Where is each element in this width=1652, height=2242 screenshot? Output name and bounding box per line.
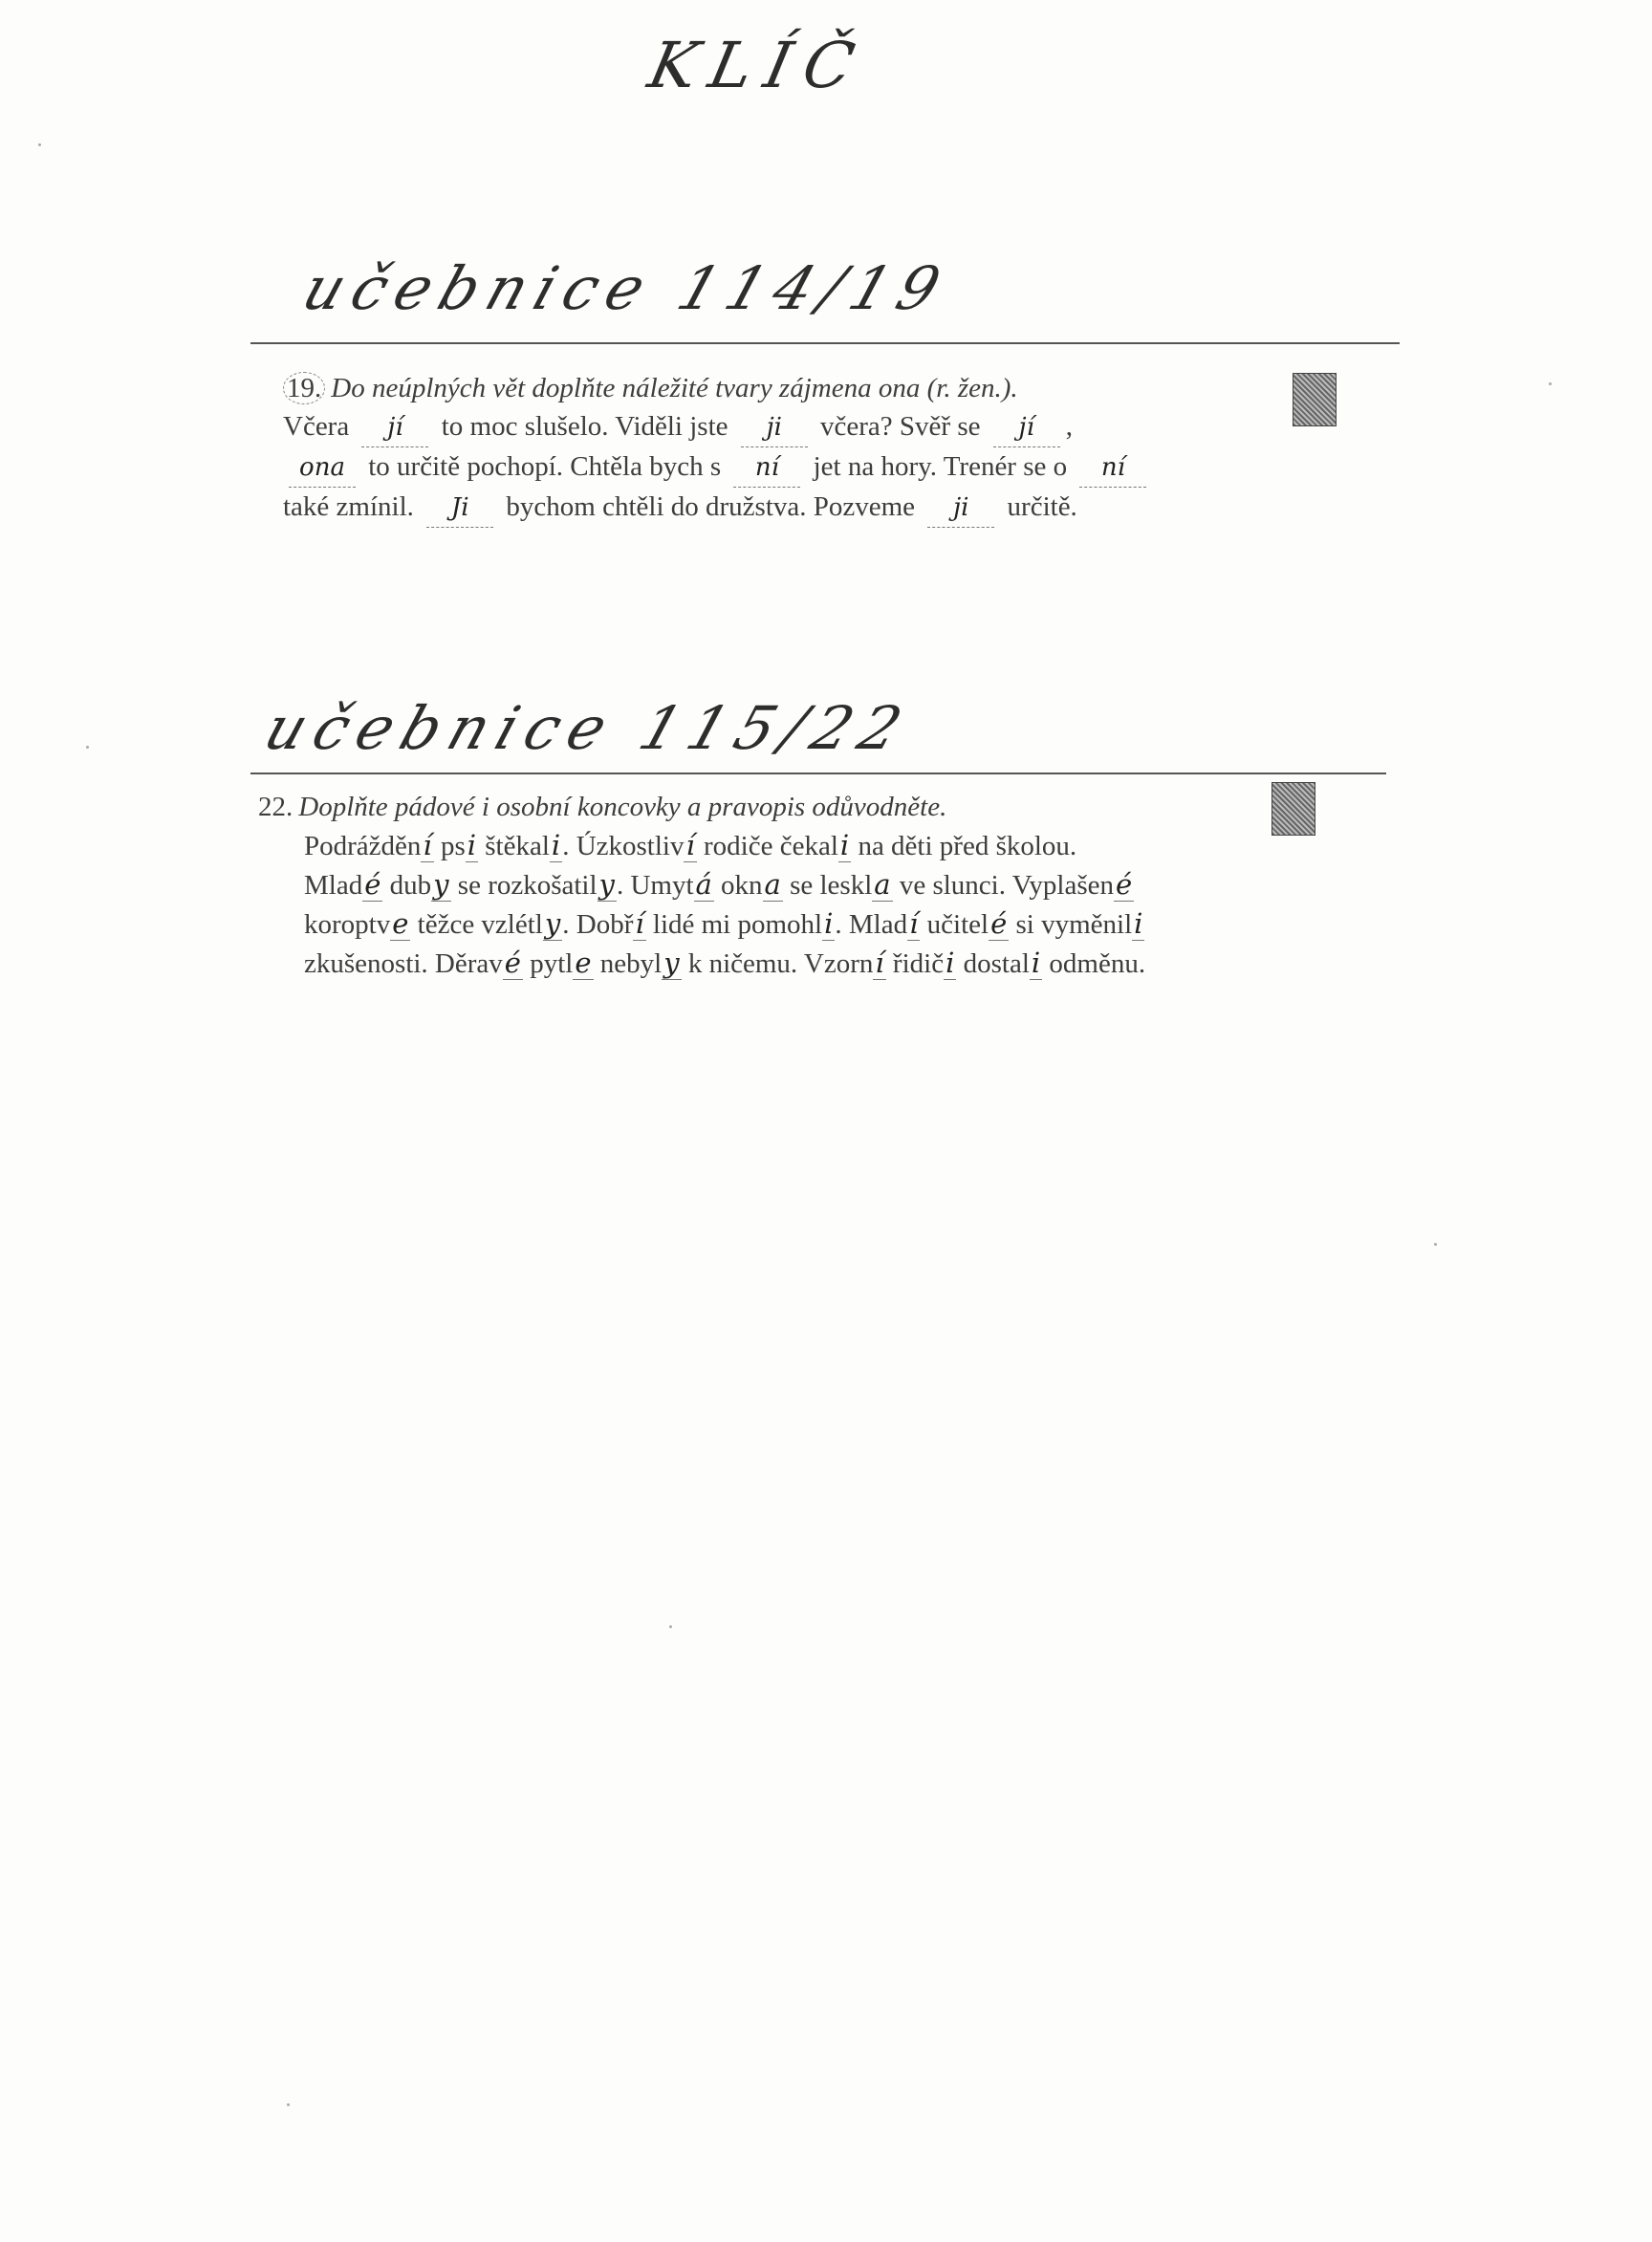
scan-speck: [1549, 382, 1552, 385]
sentence-line: [283, 407, 1363, 447]
handwritten-ending: í: [909, 907, 919, 940]
printed-text: nebyl: [593, 948, 663, 979]
sentence-line: [304, 944, 1367, 983]
handwritten-ending: i: [946, 947, 955, 979]
printed-text: na děti před školou.: [851, 831, 1077, 861]
handwritten-ending: y: [433, 868, 449, 901]
divider-line: [250, 342, 1400, 344]
printed-text: k ničemu. Vzorn: [681, 948, 874, 979]
handwritten-ending: á: [695, 868, 712, 901]
printed-text: Mlad: [304, 870, 363, 901]
printed-text: ve slunci. Vyplašen: [892, 870, 1115, 901]
divider-line: [250, 773, 1386, 774]
printed-text: ps: [433, 831, 466, 861]
printed-text: také zmínil.: [283, 491, 422, 522]
handwritten-ending: í: [685, 829, 695, 861]
handwritten-ending: e: [575, 947, 592, 979]
handwritten-title: KLÍČ: [641, 29, 874, 102]
printed-text: . Umyt: [616, 870, 694, 901]
handwritten-ending: i: [551, 829, 561, 861]
scan-speck: [287, 2103, 290, 2106]
handwritten-ending: é: [364, 868, 381, 901]
handwritten-ending: y: [663, 947, 680, 979]
printed-text: . Úzkostliv: [562, 831, 685, 861]
sentence-line: [283, 447, 1363, 488]
handwritten-answer: ní: [1079, 448, 1146, 488]
instruction-text: Doplňte pádové i osobní koncovky a pravopis odůvodněte.: [298, 792, 947, 822]
handwritten-ending: i: [1031, 947, 1041, 979]
exercise-22-sentences: [258, 826, 1367, 983]
printed-text: zkušenosti. Děrav: [304, 948, 503, 979]
printed-text: rodiče čekal: [696, 831, 838, 861]
printed-text: si vyměnil: [1009, 909, 1133, 940]
printed-text: to moc slušelo. Viděli jste: [434, 411, 735, 442]
sentence-line: [304, 865, 1367, 904]
printed-text: ,: [1065, 411, 1073, 442]
printed-text: bychom chtěli do družstva. Pozveme: [499, 491, 923, 522]
handwritten-ending: i: [839, 829, 850, 861]
printed-text: štěkal: [478, 831, 550, 861]
sentence-line: [304, 904, 1367, 944]
printed-text: Podrážděn: [304, 831, 422, 861]
handwritten-ending: y: [598, 868, 615, 901]
handwritten-answer: ní: [733, 448, 800, 488]
exercise-22-instruction: [258, 788, 1367, 826]
printed-text: . Dobř: [562, 909, 634, 940]
printed-text: dub: [382, 870, 432, 901]
handwritten-answer: ji: [741, 408, 808, 447]
printed-text: Včera: [283, 411, 357, 442]
handwritten-ending: í: [875, 947, 884, 979]
printed-text: . Mlad: [835, 909, 908, 940]
exercise-number: 22.: [258, 792, 293, 822]
exercise-19-instruction: [283, 369, 1363, 407]
sentence-line: [283, 488, 1363, 528]
printed-text: učitel: [920, 909, 989, 940]
stamp-icon: [1272, 782, 1315, 836]
scan-speck: [86, 746, 89, 749]
scan-speck: [38, 143, 41, 146]
instruction-text: Do neúplných vět doplňte náležité tvary zájmena ona (r. žen.).: [331, 373, 1018, 403]
exercise-22: [258, 788, 1367, 983]
printed-text: určitě.: [1000, 491, 1077, 522]
sentence-line: [304, 826, 1367, 865]
section1-handwritten-heading: učebnice 114/19: [294, 253, 958, 323]
exercise-19: [283, 369, 1363, 528]
scan-speck: [1434, 1243, 1437, 1246]
handwritten-ending: i: [1134, 907, 1143, 940]
section2-handwritten-heading: učebnice 115/22: [256, 693, 920, 763]
handwritten-ending: i: [824, 907, 834, 940]
handwritten-ending: é: [504, 947, 521, 979]
printed-text: lidé mi pomohl: [645, 909, 823, 940]
handwritten-ending: y: [544, 907, 561, 940]
handwritten-answer: Ji: [426, 489, 493, 528]
handwritten-answer: jí: [993, 408, 1060, 447]
printed-text: těžce vzlétl: [410, 909, 543, 940]
printed-text: odměnu.: [1042, 948, 1146, 979]
handwritten-answer: jí: [361, 408, 428, 447]
stamp-icon: [1293, 373, 1337, 426]
printed-text: se rozkošatil: [450, 870, 598, 901]
printed-text: pytl: [522, 948, 574, 979]
handwritten-answer: ona: [289, 448, 356, 488]
printed-text: se leskl: [782, 870, 873, 901]
handwritten-answer: ji: [927, 489, 994, 528]
printed-text: řidič: [885, 948, 945, 979]
printed-text: koroptv: [304, 909, 391, 940]
handwritten-ending: a: [764, 868, 781, 901]
exercise-19-sentences: [283, 407, 1363, 528]
handwritten-ending: a: [874, 868, 891, 901]
exercise-number: 19.: [283, 372, 325, 404]
handwritten-ending: i: [467, 829, 477, 861]
handwritten-ending: í: [635, 907, 644, 940]
scan-speck: [669, 1625, 672, 1628]
printed-text: to určitě pochopí. Chtěla bych s: [361, 451, 728, 482]
printed-text: včera? Svěř se: [813, 411, 988, 442]
handwritten-ending: e: [392, 907, 409, 940]
printed-text: dostal: [956, 948, 1030, 979]
printed-text: okn: [713, 870, 763, 901]
handwritten-ending: é: [990, 907, 1008, 940]
handwritten-ending: í: [423, 829, 432, 861]
printed-text: jet na hory. Trenér se o: [806, 451, 1075, 482]
handwritten-ending: é: [1116, 868, 1133, 901]
